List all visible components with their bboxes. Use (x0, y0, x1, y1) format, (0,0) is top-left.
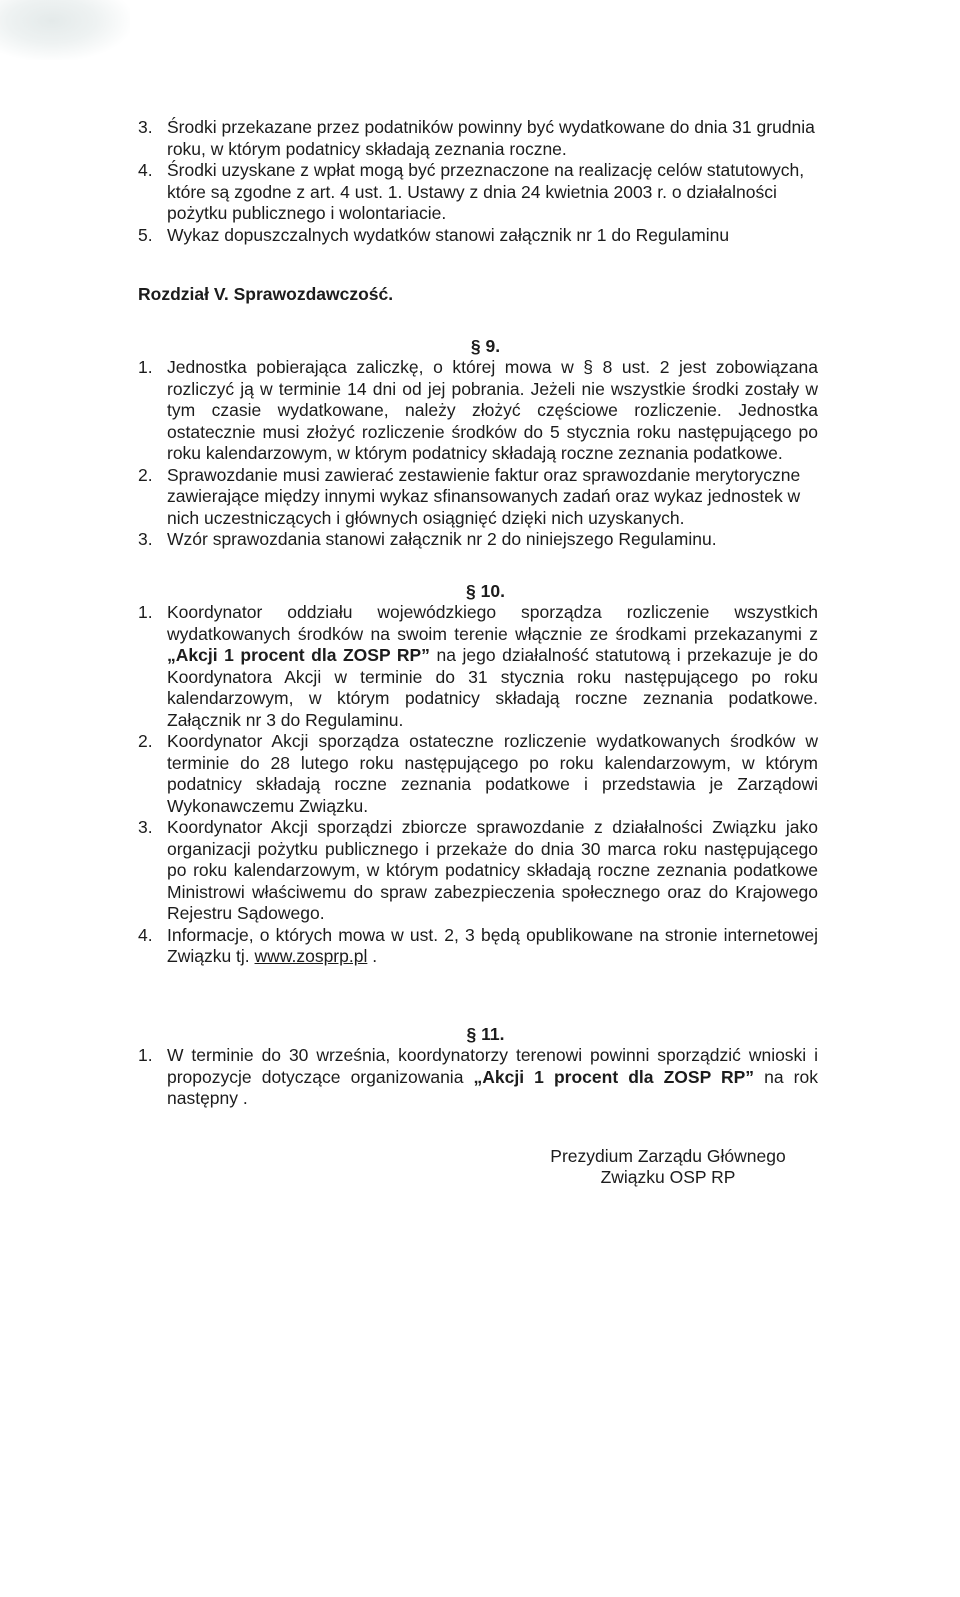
item-number: 3. (138, 117, 153, 137)
list-continued (138, 117, 818, 246)
item-number: 3. (138, 817, 153, 837)
item-text: Środki uzyskane z wpłat mogą być przeznaczone na realizację celów statutowych, które są zgodne z art. 4 ust. 1. Ustawy z dnia 24 kwietnia 2003 r. o działalności pożytku publicznego i wolontariacie. (167, 160, 805, 223)
item-text: Sprawozdanie musi zawierać zestawienie faktur oraz sprawozdanie merytoryczne zawierające między innymi wykaz sfinansowanych zadań oraz wykaz jednostek w nich uczestniczących i głównych osiągnięć dzięki nich uzyskanych. (167, 464, 801, 528)
item-number: 1. (138, 357, 153, 377)
signature-line-1: Prezydium Zarządu Głównego (550, 1145, 786, 1166)
list-item (138, 465, 818, 530)
item-number: 2. (138, 731, 153, 751)
item-number: 2. (138, 464, 153, 485)
section-9-heading: § 9. (470, 335, 501, 356)
item-number: 1. (138, 1045, 153, 1065)
website-link[interactable]: www.zosprp.pl (254, 946, 368, 966)
list-item (138, 925, 818, 968)
item-text: Koordynator Akcji sporządza ostateczne rozliczenie wydatkowanych środków w terminie do 28 lutego roku następującego po roku kalendarzowym, w którym podatnicy składają roczne zeznania podatkowe i przedstawia je Zarządowi Wykonawczemu Związku. (167, 731, 818, 816)
campaign-name: „Akcji 1 procent dla ZOSP RP” (167, 645, 430, 665)
chapter-heading: Rozdział V. Sprawozdawczość. (138, 284, 394, 304)
item-number: 1. (138, 602, 153, 622)
item-number: 3. (138, 529, 153, 549)
item-text: Koordynator Akcji sporządzi zbiorcze sprawozdanie z działalności Związku jako organizacji pożytku publicznego i przekaże do dnia 30 marca roku następującego po roku kalendarzowym, w którym podatnicy składają roczne zeznania podatkowe Ministrowi właściwemu do spraw zabezpieczenia społecznego oraz do Krajowego Rejestru Sądowego. (167, 817, 818, 923)
document-page (138, 117, 818, 1189)
item-text-end: na rok następny . (167, 1066, 818, 1108)
item-text: Wzór sprawozdania stanowi załącznik nr 2 do niniejszego Regulaminu. (167, 529, 717, 549)
item-text: Jednostka pobierająca zaliczkę, o której mowa w § 8 ust. 2 jest zobowiązana rozliczyć ją w terminie 14 dni od jej pobrania. Jeżeli nie wszystkie środki zostały w tym czasie wydatkowane, należy złożyć częściowe rozliczenie. Jednostka ostatecznie musi złożyć rozliczenie środków do 5 stycznia roku następującego po roku kalendarzowym, w którym podatnicy składają roczne zeznania podatkowe. (167, 357, 818, 463)
item-number: 4. (138, 160, 153, 180)
section-9-list (138, 357, 818, 551)
section-10-heading: § 10. (466, 580, 505, 601)
item-text-start: W terminie do 30 września, koordynatorzy terenowi powinni sporządzić wnioski i propozycje dotyczące organizowania (167, 1045, 818, 1087)
signature-block (538, 1146, 798, 1189)
item-text (167, 925, 818, 968)
scan-artifact (0, 0, 130, 60)
list-item (138, 529, 818, 551)
item-number: 5. (138, 224, 153, 245)
item-text (167, 1045, 818, 1110)
campaign-name: „Akcji 1 procent dla ZOSP RP” (473, 1066, 755, 1087)
item-text-end: na jego działalność statutową i przekazuje je do Koordynatora Akcji w terminie do 31 stycznia roku następującego po roku kalendarzowym, w którym podatnicy składają roczne zeznania podatkowe. Załącznik nr 3 do Regulaminu. (167, 645, 818, 730)
list-item (138, 117, 818, 160)
item-text-end: . (367, 946, 378, 966)
signature-line-2: Związku OSP RP (600, 1167, 736, 1187)
item-number: 4. (138, 924, 153, 945)
list-item (138, 602, 818, 731)
section-10-list (138, 602, 818, 968)
item-text-start: Informacje, o których mowa w ust. 2, 3 będą opublikowane na stronie internetowej Związku tj. (167, 924, 818, 966)
list-item (138, 357, 818, 465)
section-11-heading: § 11. (466, 1023, 505, 1044)
list-item (138, 817, 818, 925)
item-text: Wykaz dopuszczalnych wydatków stanowi załącznik nr 1 do Regulaminu (167, 224, 730, 245)
list-item (138, 225, 818, 247)
list-item (138, 1045, 818, 1110)
item-text: Środki przekazane przez podatników powinny być wydatkowane do dnia 31 grudnia roku, w którym podatnicy składają zeznania roczne. (167, 117, 815, 159)
list-item (138, 731, 818, 817)
item-text-start: Koordynator oddziału wojewódzkiego sporządza rozliczenie wszystkich wydatkowanych środków na swoim terenie włącznie ze środkami przekazanymi z (167, 602, 818, 644)
item-text (167, 602, 818, 731)
list-item (138, 160, 818, 225)
section-11-list (138, 1045, 818, 1110)
